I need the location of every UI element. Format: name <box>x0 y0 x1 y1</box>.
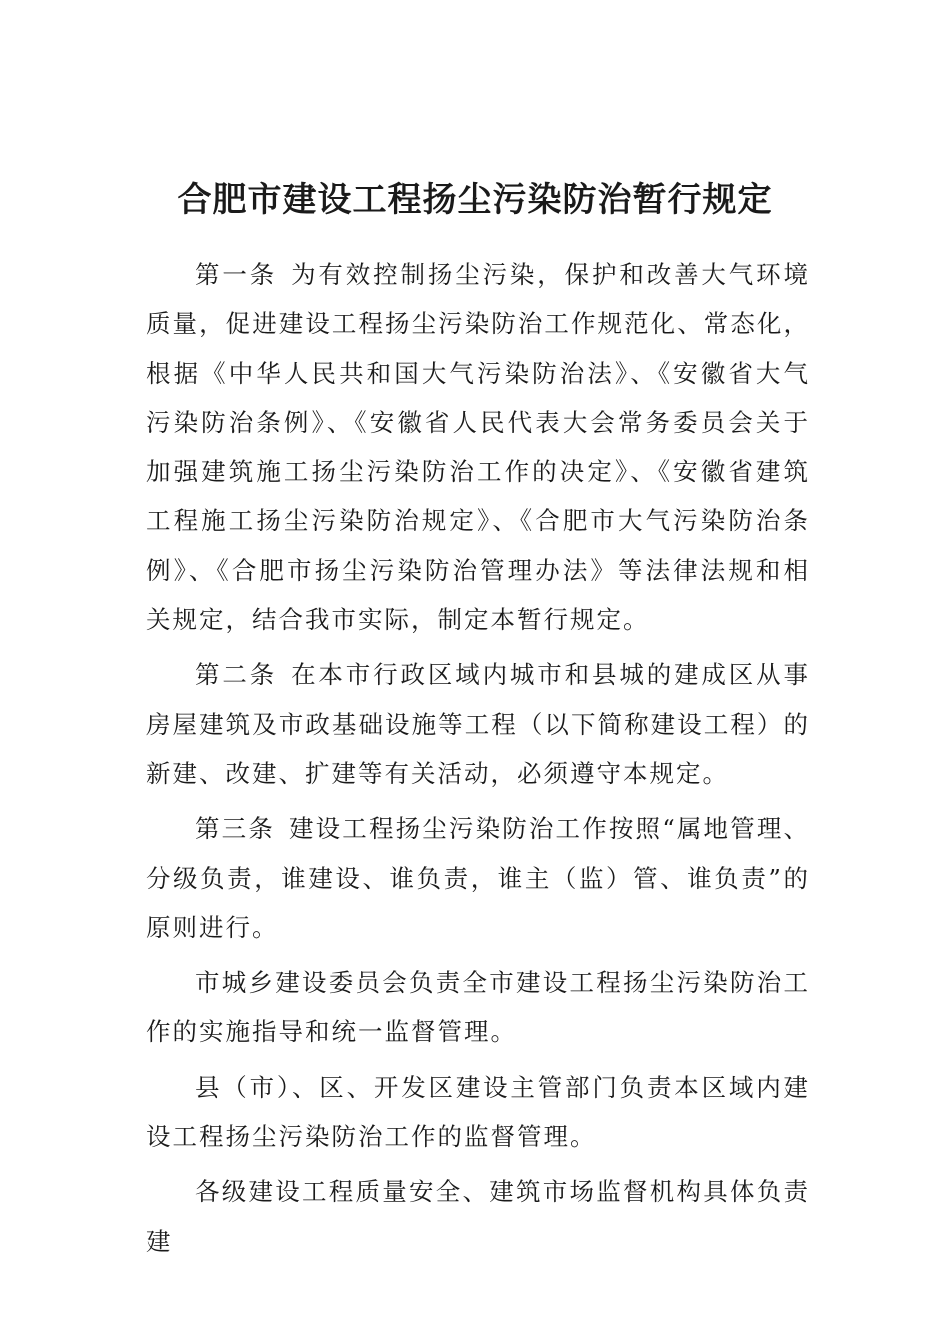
article-text: 建设工程扬尘污染防治工作按照“属地管理、分级负责，谁建设、谁负责，谁主（监）管、谁负责”的原则进行。 <box>146 814 811 942</box>
article-text: 在本市行政区域内城市和县城的建成区从事房屋建筑及市政基础设施等工程（以下简称建设工程）的新建、改建、扩建等有关活动，必须遵守本规定。 <box>146 660 811 788</box>
article-1-paragraph <box>146 250 810 644</box>
document-title: 合肥市建设工程扬尘污染防治暂行规定 <box>177 180 773 220</box>
article-2-paragraph <box>146 650 810 798</box>
body-paragraph: 各级建设工程质量安全、建筑市场监督机构具体负责建 <box>146 1177 810 1256</box>
body-paragraph: 县（市）、区、开发区建设主管部门负责本区域内建设工程扬尘污染防治工作的监督管理。 <box>146 1072 810 1152</box>
article-3-paragraph <box>146 804 810 952</box>
article-number: 第二条 <box>195 660 278 690</box>
article-number: 第一条 <box>195 260 278 289</box>
body-paragraph: 市城乡建设委员会负责全市建设工程扬尘污染防治工作的实施指导和统一监督管理。 <box>146 968 810 1047</box>
article-text: 为有效控制扬尘污染，保护和改善大气环境质量，促进建设工程扬尘污染防治工作规范化、常态化，根据《中华人民共和国大气污染防治法》、《安徽省大气污染防治条例》、《安徽省人民代表大会常务委员会关于加强建筑施工扬尘污染防治工作的决定》、《安徽省建筑工程施工扬尘污染防治规定》、《合肥市大气污染防治条例》、《合肥市扬尘污染防治管理办法》等法律法规和相关规定，结合我市实际，制定本暂行规定。 <box>146 260 811 635</box>
document-body <box>146 250 810 1272</box>
article-number: 第三条 <box>195 814 275 844</box>
